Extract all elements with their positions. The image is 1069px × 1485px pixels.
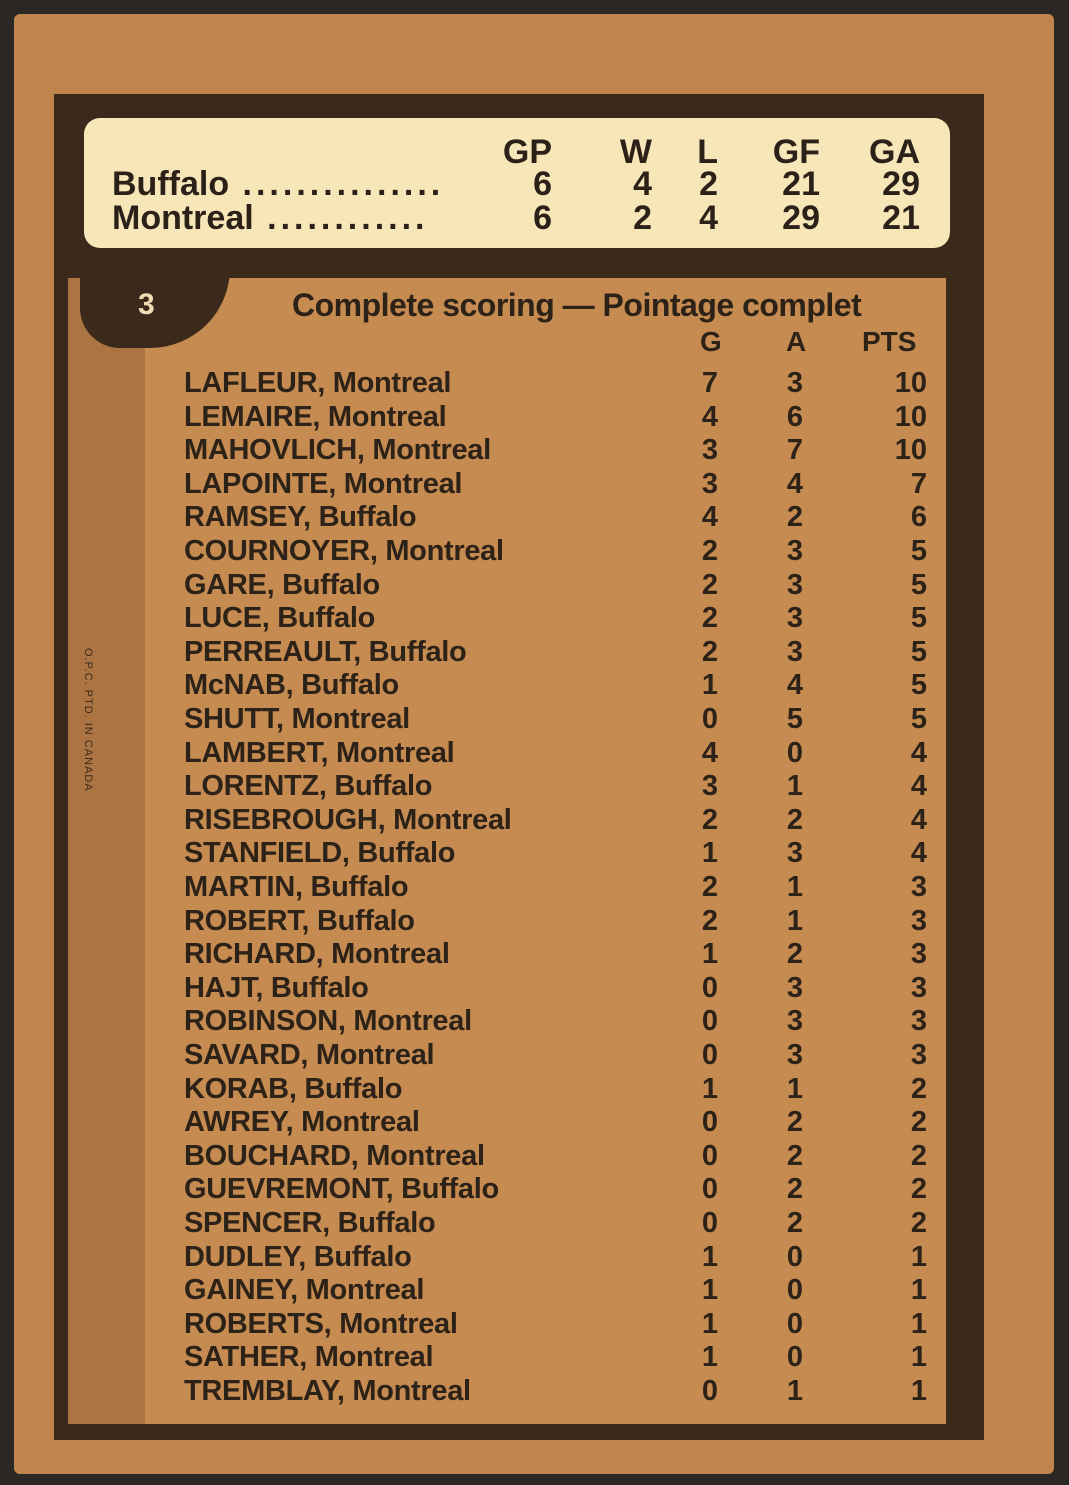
player-row: [0, 534, 1069, 568]
player-assists: 1: [786, 904, 804, 937]
team-w: 4: [633, 165, 652, 203]
player-goals: 7: [701, 367, 719, 399]
player-points: 3: [910, 1039, 927, 1071]
player-goals: 2: [701, 602, 719, 635]
player-goals: 0: [701, 703, 719, 735]
player-goals: 0: [701, 1039, 719, 1071]
player-row: [0, 635, 1069, 669]
player-row: [0, 1139, 1069, 1173]
team-name: Buffalo: [112, 165, 230, 203]
player-assists: 3: [786, 837, 804, 870]
player-name: LORENTZ, Buffalo: [184, 770, 433, 803]
player-assists: 1: [786, 1072, 804, 1105]
player-name: LAPOINTE, Montreal: [184, 467, 463, 500]
player-assists: 2: [786, 1106, 804, 1139]
player-name: McNAB, Buffalo: [184, 669, 399, 702]
player-assists: 5: [786, 703, 804, 735]
player-points: 5: [910, 703, 927, 735]
player-points: 4: [910, 770, 927, 803]
player-assists: 3: [786, 367, 804, 399]
player-row: [0, 702, 1069, 736]
player-name: SATHER, Montreal: [184, 1341, 434, 1374]
player-assists: 3: [786, 602, 804, 635]
leader-dots: ...............: [229, 165, 445, 203]
player-assists: 3: [786, 635, 804, 668]
player-row: [0, 1206, 1069, 1240]
player-goals: 0: [701, 1173, 719, 1206]
team-w: 2: [633, 199, 652, 237]
player-row: [0, 736, 1069, 770]
player-goals: 3: [701, 434, 719, 467]
player-assists: 3: [786, 535, 804, 567]
player-goals: 0: [701, 971, 719, 1004]
team-gf: 29: [782, 199, 820, 237]
player-row: [0, 1340, 1069, 1374]
player-assists: 6: [786, 400, 804, 433]
team-row-buffalo: [84, 166, 950, 202]
player-name: DUDLEY, Buffalo: [184, 1240, 412, 1273]
player-goals: 0: [701, 1106, 719, 1139]
player-goals: 2: [701, 871, 719, 903]
player-assists: 3: [786, 971, 804, 1004]
player-assists: 2: [786, 803, 804, 836]
player-row: [0, 1307, 1069, 1341]
team-gf: 21: [782, 165, 820, 203]
player-points: 1: [910, 1341, 927, 1374]
player-assists: 4: [786, 669, 804, 702]
player-goals: 3: [701, 770, 719, 803]
player-goals: 2: [701, 803, 719, 836]
player-goals: 1: [701, 669, 719, 702]
leader-dots: ............: [253, 199, 429, 237]
header-gf: GF: [772, 133, 820, 171]
player-goals: 1: [701, 938, 719, 971]
player-points: 3: [910, 1005, 927, 1038]
player-goals: 1: [701, 1341, 719, 1374]
header-gp: GP: [502, 133, 552, 171]
player-row: [0, 1072, 1069, 1106]
player-points: 10: [894, 434, 927, 467]
player-name: SPENCER, Buffalo: [184, 1207, 436, 1239]
player-name: HAJT, Buffalo: [184, 971, 369, 1004]
player-goals: 0: [701, 1207, 719, 1239]
player-points: 4: [910, 837, 927, 870]
player-name: MARTIN, Buffalo: [184, 871, 409, 903]
player-row: [0, 803, 1069, 837]
player-row: [0, 1240, 1069, 1274]
team-name: Montreal: [112, 199, 254, 237]
player-assists: 1: [786, 770, 804, 803]
player-points: 2: [910, 1173, 927, 1206]
player-assists: 2: [786, 1207, 804, 1239]
player-points: 2: [910, 1139, 927, 1172]
column-header-a: A: [786, 326, 807, 357]
player-assists: 2: [786, 501, 804, 534]
player-row: [0, 366, 1069, 400]
player-name: GUEVREMONT, Buffalo: [184, 1173, 499, 1206]
player-points: 5: [910, 568, 927, 601]
player-points: 1: [910, 1274, 927, 1307]
player-points: 7: [910, 467, 927, 500]
player-name: RICHARD, Montreal: [184, 938, 450, 971]
player-name: LAMBERT, Montreal: [184, 736, 455, 769]
player-row: [0, 601, 1069, 635]
player-name: BOUCHARD, Montreal: [184, 1139, 485, 1172]
player-name: MAHOVLICH, Montreal: [184, 434, 491, 467]
player-goals: 1: [701, 837, 719, 870]
player-goals: 0: [701, 1375, 719, 1407]
player-row: [0, 1004, 1069, 1038]
player-name: RISEBROUGH, Montreal: [184, 803, 512, 836]
player-points: 3: [910, 904, 927, 937]
player-name: GAINEY, Montreal: [184, 1274, 425, 1307]
team-gp: 6: [533, 199, 552, 237]
player-assists: 2: [786, 1139, 804, 1172]
player-goals: 1: [701, 1072, 719, 1105]
player-name: GARE, Buffalo: [184, 568, 380, 601]
player-row: [0, 904, 1069, 938]
player-points: 5: [910, 635, 927, 668]
player-row: [0, 467, 1069, 501]
player-goals: 3: [701, 467, 719, 500]
copyright-text: O.P.C. PTD. IN CANADA: [82, 648, 94, 792]
player-points: 2: [910, 1072, 927, 1105]
player-name: ROBINSON, Montreal: [184, 1005, 472, 1038]
player-goals: 2: [701, 904, 719, 937]
player-name: LUCE, Buffalo: [184, 602, 376, 635]
player-name: RAMSEY, Buffalo: [184, 501, 417, 534]
player-row: [0, 400, 1069, 434]
player-assists: 2: [786, 938, 804, 971]
player-assists: 0: [786, 1240, 804, 1273]
player-assists: 0: [786, 736, 804, 769]
player-name: ROBERTS, Montreal: [184, 1307, 458, 1340]
player-assists: 0: [786, 1274, 804, 1307]
player-name: STANFIELD, Buffalo: [184, 837, 456, 870]
player-row: [0, 500, 1069, 534]
header-w: W: [619, 133, 652, 171]
player-row: [0, 769, 1069, 803]
player-name: SHUTT, Montreal: [184, 703, 410, 735]
player-name: SAVARD, Montreal: [184, 1039, 435, 1071]
team-l: 4: [699, 199, 718, 237]
player-row: [0, 668, 1069, 702]
scoring-title: Complete scoring — Pointage complet: [292, 287, 862, 323]
player-row: [0, 1038, 1069, 1072]
team-gp: 6: [533, 165, 552, 203]
player-row: [0, 937, 1069, 971]
player-assists: 4: [786, 467, 804, 500]
player-points: 2: [910, 1106, 927, 1139]
player-goals: 0: [701, 1139, 719, 1172]
player-points: 5: [910, 669, 927, 702]
player-points: 1: [910, 1375, 927, 1407]
player-name: LEMAIRE, Montreal: [184, 400, 447, 433]
team-l: 2: [699, 165, 718, 203]
player-row: [0, 870, 1069, 904]
player-points: 10: [894, 367, 927, 399]
player-assists: 2: [786, 1173, 804, 1206]
header-l: L: [697, 133, 718, 171]
player-goals: 1: [701, 1307, 719, 1340]
player-name: COURNOYER, Montreal: [184, 535, 504, 567]
player-assists: 3: [786, 1005, 804, 1038]
player-name: PERREAULT, Buffalo: [184, 635, 467, 668]
player-name: TREMBLAY, Montreal: [184, 1375, 471, 1407]
player-assists: 0: [786, 1341, 804, 1374]
player-goals: 2: [701, 635, 719, 668]
player-row: [0, 1105, 1069, 1139]
player-row: [0, 1374, 1069, 1408]
player-assists: 0: [786, 1307, 804, 1340]
player-points: 2: [910, 1207, 927, 1239]
player-name: ROBERT, Buffalo: [184, 904, 415, 937]
player-points: 3: [910, 871, 927, 903]
player-points: 4: [910, 803, 927, 836]
player-goals: 4: [701, 501, 719, 534]
player-goals: 1: [701, 1274, 719, 1307]
column-header-pts: PTS: [862, 326, 917, 357]
player-goals: 2: [701, 568, 719, 601]
team-row-montreal: [84, 200, 950, 236]
player-row: [0, 568, 1069, 602]
team-ga: 29: [882, 165, 920, 203]
player-points: 4: [910, 736, 927, 769]
player-goals: 1: [701, 1240, 719, 1273]
header-ga: GA: [869, 133, 920, 171]
series-stats-box: [84, 118, 950, 248]
player-points: 5: [910, 535, 927, 567]
player-assists: 7: [786, 434, 804, 467]
player-assists: 1: [786, 1375, 804, 1407]
player-points: 10: [894, 400, 927, 433]
player-row: [0, 433, 1069, 467]
player-points: 3: [910, 971, 927, 1004]
player-points: 1: [910, 1240, 927, 1273]
player-name: LAFLEUR, Montreal: [184, 367, 452, 399]
player-name: KORAB, Buffalo: [184, 1072, 403, 1105]
column-header-g: G: [700, 326, 722, 357]
card-number: 3: [138, 288, 155, 321]
player-goals: 0: [701, 1005, 719, 1038]
player-row: [0, 1172, 1069, 1206]
player-points: 5: [910, 602, 927, 635]
player-name: AWREY, Montreal: [184, 1106, 420, 1139]
player-row: [0, 971, 1069, 1005]
player-row: [0, 836, 1069, 870]
player-assists: 3: [786, 1039, 804, 1071]
team-ga: 21: [882, 199, 920, 237]
player-points: 6: [910, 501, 927, 534]
player-assists: 1: [786, 871, 804, 903]
player-points: 3: [910, 938, 927, 971]
player-assists: 3: [786, 568, 804, 601]
player-goals: 4: [701, 400, 719, 433]
player-goals: 2: [701, 535, 719, 567]
player-points: 1: [910, 1307, 927, 1340]
player-row: [0, 1273, 1069, 1307]
player-goals: 4: [701, 736, 719, 769]
